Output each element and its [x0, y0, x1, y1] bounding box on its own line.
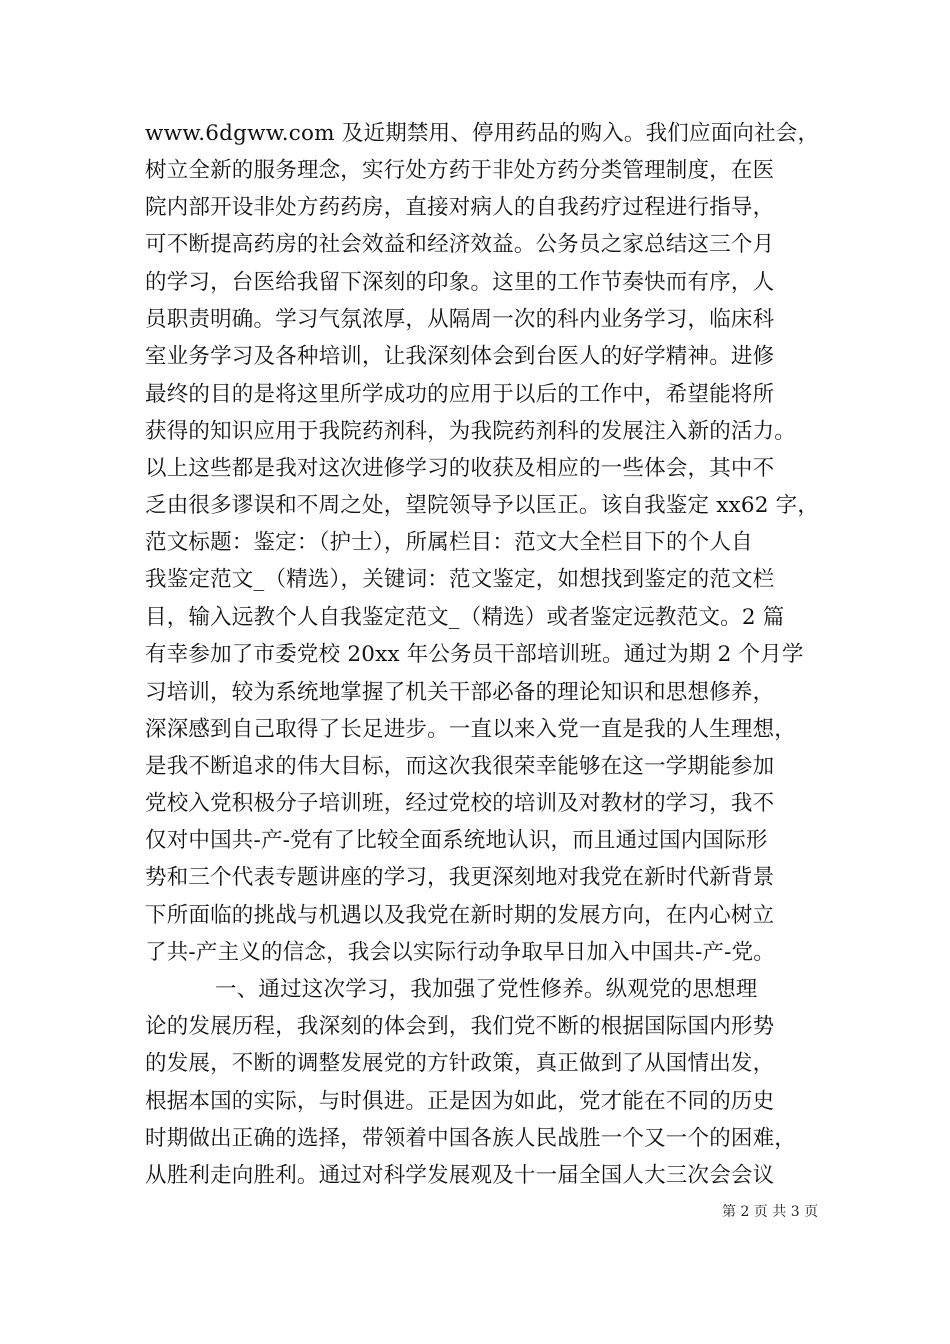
text-line: 势和三个代表专题讲座的学习，我更深刻地对我党在新时代新背景 — [145, 865, 775, 890]
page-number-footer: 第 2 页 共 3 页 — [722, 1204, 819, 1220]
text-line: 树立全新的服务理念，实行处方药于非处方药分类管理制度，在医 — [145, 158, 775, 183]
text-line: 的发展，不断的调整发展党的方针政策，真正做到了从国情出发， — [145, 1051, 775, 1076]
text-line: 从胜利走向胜利。通过对科学发展观及十一届全国人大三次会会议 — [145, 1163, 775, 1188]
text-line: 员职责明确。学习气氛浓厚，从隔周一次的科内业务学习，临床科 — [145, 307, 775, 332]
text-line: 以上这些都是我对这次进修学习的收获及相应的一些体会，其中不 — [145, 456, 775, 481]
text-line: 乏由很多谬误和不周之处，望院领导予以匡正。该自我鉴定 xx62 字， — [145, 493, 820, 518]
text-line: 目，输入远教个人自我鉴定范文_（精选）或者鉴定远教范文。2 篇 — [145, 605, 785, 630]
text-line: 我鉴定范文_（精选），关键词：范文鉴定，如想找到鉴定的范文栏 — [145, 567, 775, 592]
paragraph-first-line: 一、通过这次学习，我加强了党性修养。纵观党的思想理 — [215, 977, 758, 1002]
text-line: 仅对中国共-产-党有了比较全面系统地认识，而且通过国内国际形 — [145, 828, 768, 853]
text-line: 最终的目的是将这里所学成功的应用于以后的工作中，希望能将所 — [145, 382, 775, 407]
text-line: 根据本国的实际，与时俱进。正是因为如此，党才能在不同的历史 — [145, 1089, 775, 1114]
text-line: 时期做出正确的选择，带领着中国各族人民战胜一个又一个的困难， — [145, 1126, 797, 1151]
text-line: 院内部开设非处方药药房，直接对病人的自我药疗过程进行指导， — [145, 195, 775, 220]
text-line: 的学习，台医给我留下深刻的印象。这里的工作节奏快而有序，人 — [145, 270, 775, 295]
text-line: 室业务学习及各种培训，让我深刻体会到台医人的好学精神。进修 — [145, 344, 775, 369]
text-line: 了共-产主义的信念，我会以实际行动争取早日加入中国共-产-党。 — [145, 940, 775, 965]
text-line: 深深感到自己取得了长足进步。一直以来入党一直是我的人生理想， — [145, 717, 797, 742]
text-line: 获得的知识应用于我院药剂科，为我院药剂科的发展注入新的活力。 — [145, 419, 797, 444]
text-line: 下所面临的挑战与机遇以及我党在新时期的发展方向，在内心树立 — [145, 903, 775, 928]
text-line: www.6dgww.com 及近期禁用、停用药品的购入。我们应面向社会， — [145, 121, 820, 146]
text-line: 范文标题：鉴定：（护士），所属栏目：范文大全栏目下的个人自 — [145, 530, 753, 555]
text-line: 论的发展历程，我深刻的体会到，我们党不断的根据国际国内形势 — [145, 1014, 775, 1039]
text-line: 是我不断追求的伟大目标，而这次我很荣幸能够在这一学期能参加 — [145, 754, 775, 779]
text-line: 有幸参加了市委党校 20xx 年公务员干部培训班。通过为期 2 个月学 — [145, 642, 804, 667]
text-line: 习培训，较为系统地掌握了机关干部必备的理论知识和思想修养， — [145, 680, 775, 705]
text-line: 可不断提高药房的社会效益和经济效益。公务员之家总结这三个月 — [145, 232, 775, 257]
text-line: 党校入党积极分子培训班，经过党校的培训及对教材的学习，我不 — [145, 791, 775, 816]
